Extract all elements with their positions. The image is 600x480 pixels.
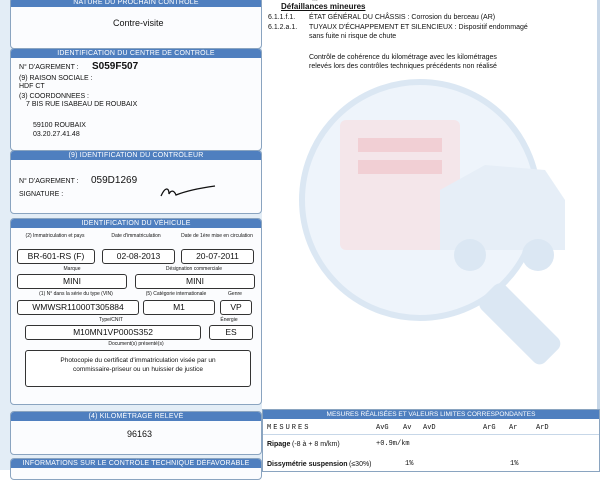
centre-header: IDENTIFICATION DU CENTRE DE CONTRÔLE — [11, 49, 261, 58]
centre-phone: 03.20.27.41.48 — [33, 131, 80, 138]
date-first-label-text: Date de 1ère mise en circulation — [181, 233, 253, 239]
marque-label: Marque — [63, 266, 81, 272]
cat-value: M1 — [143, 300, 215, 315]
nature-panel — [10, 0, 262, 49]
date-immat-value: 02-08-2013 — [102, 249, 175, 264]
genre-value: VP — [220, 300, 252, 315]
mesures-col-title: MESURES — [267, 424, 311, 432]
signature-mark — [159, 181, 219, 201]
controleur-signature-label: SIGNATURE : — [19, 191, 64, 198]
dissym-ar: 1% — [510, 460, 519, 468]
mesures-table — [262, 409, 600, 472]
informations-panel — [10, 458, 262, 480]
controleur-agrement-label: N° D'AGREMENT : — [19, 178, 79, 185]
km-note-line-2: relevés lors des contrôles techniques précédents non réalisé — [309, 63, 497, 70]
defaillances-title: Défaillances mineures — [281, 2, 366, 11]
kilometrage-header: (4) KILOMÉTRAGE RELEVÉ — [11, 412, 261, 421]
docs-value-1: Photocopie du certificat d'immatriculation visée par un — [60, 357, 216, 364]
centre-panel — [10, 48, 262, 151]
designation-label: Désignation commerciale — [165, 266, 223, 272]
nature-value: Contre-visite — [113, 18, 164, 28]
centre-agrement-value: S059F507 — [92, 61, 139, 72]
centre-raison-label: (9) RAISON SOCIALE : — [19, 75, 93, 82]
col-avd: AvD — [423, 424, 436, 432]
vehicule-header: IDENTIFICATION DU VÉHICULE — [11, 219, 261, 228]
kilometrage-panel — [10, 411, 262, 455]
defaillance-text-2-cont: sans fuite ni risque de chute — [309, 33, 397, 40]
immat-label: (2) Immatriculation et pays — [25, 233, 85, 239]
controleur-header: (9) IDENTIFICATION DU CONTRÔLEUR — [11, 151, 261, 160]
type-label: Type/CNIT — [99, 317, 123, 323]
nature-header: NATURE DU PROCHAIN CONTRÔLE — [11, 0, 261, 7]
vin-value: WMWSR11000T305884 — [17, 300, 139, 315]
ripage-value: +0.9m/km — [376, 440, 410, 448]
mesures-rule — [263, 434, 599, 435]
centre-city: 59100 ROUBAIX — [33, 122, 86, 129]
docs-value-2: commissaire-priseur ou un huissier de justice — [72, 366, 204, 373]
centre-coord-label: (3) COORDONNEES : — [19, 93, 90, 100]
controleur-panel — [10, 150, 262, 214]
defaillance-text-1: ÉTAT GÉNÉRAL DU CHÂSSIS : Corrosion du berceau (AR) — [309, 14, 496, 21]
genre-label: Genre — [228, 291, 242, 297]
vehicule-panel — [10, 218, 262, 405]
watermark-emblem — [270, 50, 600, 380]
date-first-label — [176, 233, 258, 239]
col-ard: ArD — [536, 424, 549, 432]
col-arg: ArG — [483, 424, 496, 432]
mesures-header: MESURES RÉALISÉES ET VALEURS LIMITES CORRESPONDANTES — [263, 410, 599, 419]
controleur-agrement-value: 059D1269 — [91, 175, 138, 186]
date-first-value: 20-07-2011 — [181, 249, 254, 264]
ripage-label: Ripage — [267, 441, 291, 448]
energie-label: Énergie — [220, 317, 238, 323]
centre-address: 7 BIS RUE ISABEAU DE ROUBAIX — [26, 101, 138, 108]
docs-box — [25, 350, 251, 387]
ripage-range: (-8 à + 8 m/km) — [292, 441, 340, 448]
dissym-av: 1% — [405, 460, 414, 468]
energie-value: ES — [209, 325, 253, 340]
defaillance-text-2: TUYAUX D'ÉCHAPPEMENT ET SILENCIEUX : Dispositif endommagé — [309, 24, 528, 31]
informations-header: INFORMATIONS SUR LE CONTRÔLE TECHNIQUE DÉFAVORABLE — [11, 459, 261, 468]
cat-label: (5) Catégorie internationale — [145, 291, 207, 297]
defaillance-code-1: 6.1.1.f.1. — [268, 14, 296, 21]
defaillance-code-2: 6.1.2.a.1. — [268, 24, 298, 31]
centre-agrement-label: N° D'AGREMENT : — [19, 64, 79, 71]
date-immat-label: Date d'immatriculation — [111, 233, 161, 239]
kilometrage-value: 96163 — [127, 429, 153, 439]
vin-label: (1) N° dans la série du type (VIN) — [39, 291, 113, 297]
dissym-label: Dissymétrie suspension — [267, 461, 348, 468]
docs-label: Document(s) présenté(s) — [108, 341, 164, 347]
km-note-line-1: Contrôle de cohérence du kilométrage avec les kilométrages — [309, 54, 497, 61]
col-ar: Ar — [509, 424, 518, 432]
col-av: Av — [403, 424, 412, 432]
centre-raison-value: HDF CT — [19, 83, 45, 90]
type-value: M10MN1VP000S352 — [25, 325, 201, 340]
dissym-range: (≤30%) — [349, 461, 372, 468]
marque-value: MINI — [17, 274, 127, 289]
col-avg: AvG — [376, 424, 389, 432]
immat-value: BR-601-RS (F) — [17, 249, 95, 264]
designation-value: MINI — [135, 274, 255, 289]
